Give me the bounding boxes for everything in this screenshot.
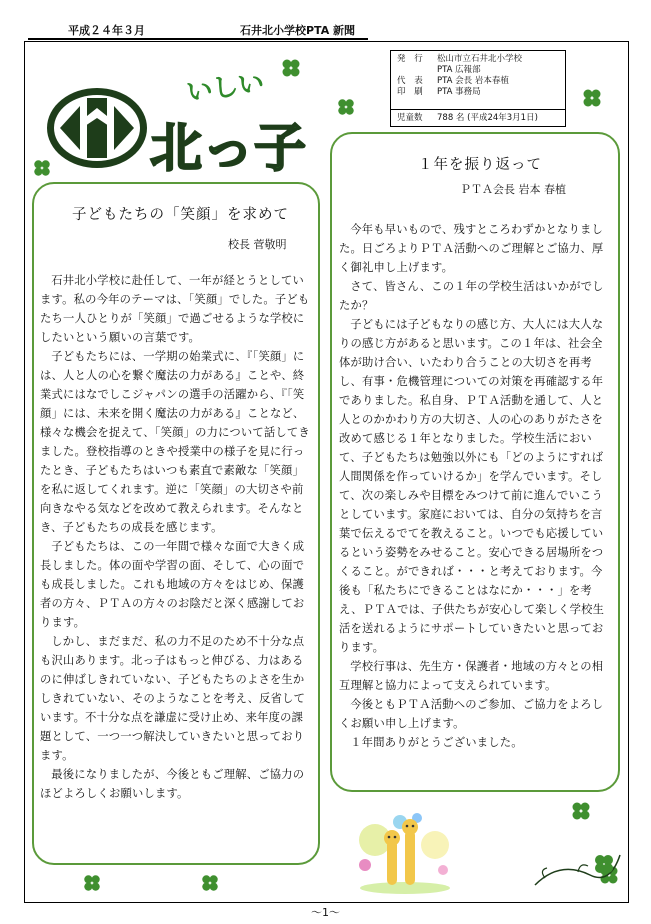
issue-date: 平成２４年３月: [68, 24, 145, 37]
info-key: 発 行: [397, 54, 426, 64]
info-row: [391, 87, 565, 98]
publisher-info-box: [390, 50, 566, 127]
article-paragraph: 今後ともＰＴＡ活動へのご参加、ご協力をよろしくお願い申し上げます。: [339, 698, 604, 730]
clover-icon: [570, 800, 592, 822]
principal-article-author: 校長 菅敬明: [228, 238, 287, 251]
article-paragraph: 石井北小学校に赴任して、一年が経とうとしています。私の今年のテーマは、「笑顔」でした。子どもたち一人ひとりが「笑顔」で過ごせるような学校にしたいという願いの言葉です。: [40, 274, 310, 344]
info-row: [391, 54, 565, 65]
article-paragraph: １年間ありがとうございました。: [350, 736, 523, 749]
article-paragraph: 子どもには子どもなりの感じ方、大人には大人なりの感じ方があると思います。この１年は、社会全体が助け合い、いたわり合うことの大切さを再考し、有事・危機管理についての対策を再確認する年でありました。私自身、ＰＴＡ活動を通して、人と人とのかかわり方の大切さ、人の心のありがたさを改めて感じる１年となりました。学校生活において、子どもたちは勉強以外にも「どのようにすれば人間関係を作っていけるか」を学んでいます。そして、次の楽しみや目標をみつけて前に進んでいこうとしています。家庭においては、自分の気持ちを言葉で伝えるでてを教えること。いつでも応援しているという姿勢をみせること。安心できる居場所をつくること。ができれば・・・と考えております。今後も「私たちにできることはなにか・・・」を考え、ＰＴＡでは、子供たちが安心して楽しく学校生活を送れるようにサポートしていきたいと思っております。: [339, 318, 605, 654]
article-paragraph: 今年も早いもので、残すところわずかとなりました。日ごろよりＰＴＡ活動へのご理解とご協力、厚く御礼申し上げます。: [339, 223, 604, 274]
principal-article-title: 子どもたちの「笑顔」を求めて: [72, 207, 289, 223]
masthead-title: 北っ子: [150, 119, 307, 178]
info-value: PTA 会長 岩本春植: [437, 76, 509, 86]
student-count: [391, 109, 565, 126]
student-count-label: 児童数: [397, 113, 423, 123]
article-paragraph: 子どもたちは、この一年間で様々な面で大きく成長しました。体の面や学習の面、そして、心の面でも成長しました。これも地域の方々をはじめ、保護者の方々、ＰＴＡの方々のお陰だと深く感謝しております。: [40, 540, 305, 629]
vine-decoration-icon: [530, 830, 625, 895]
clover-icon: [200, 873, 220, 893]
pta-article-title: １年を振り返って: [418, 157, 542, 173]
publication-name: 石井北小学校PTA 新聞: [240, 24, 356, 37]
info-key: 印 刷: [397, 87, 426, 97]
info-key: 代 表: [397, 76, 426, 86]
info-value: 松山市立石井北小学校: [437, 54, 523, 64]
principal-article-body: [40, 271, 313, 803]
info-row: [391, 65, 565, 76]
info-value: PTA 広報部: [437, 65, 481, 75]
article-paragraph: さて、皆さん、この１年の学校生活はいかがでしたか？: [339, 280, 604, 312]
clover-icon: [280, 57, 302, 79]
info-key: [397, 65, 437, 76]
info-value: PTA 事務局: [437, 87, 481, 97]
article-paragraph: 学校行事は、先生方・保護者・地域の方々との相互理解と協力によって支えられています。: [339, 660, 604, 692]
clover-icon: [32, 158, 52, 178]
article-paragraph: 最後になりましたが、今後ともご理解、ご協力のほどよろしくお願いします。: [40, 768, 305, 800]
clover-icon: [581, 87, 603, 109]
info-row: [391, 76, 565, 87]
pta-article-author: ＰＴＡ会長 岩本 春植: [460, 183, 566, 196]
article-paragraph: しかし、まだまだ、私の力不足のため不十分な点も沢山あります。北っ子はもっと伸びる、力はあるのに伸ばしきれていない、子どもたちのよさを生かしきれていない、そのようなことを考え、反省しています。不十分な点を謙虚に受け止め、来年度の課題として、一つ一つ解決していきたいと思っております。: [40, 635, 306, 762]
masthead-kana: いしい: [184, 68, 267, 109]
header-rule: [28, 38, 368, 40]
clover-icon: [336, 97, 356, 117]
article-paragraph: 子どもたちには、一学期の始業式に、『「笑顔」には、人と人の心を繋ぐ魔法の力がある』ことや、終業式にはなでしこジャパンの選手の活躍から、『「笑顔」には、未来を開く魔法の力がある』ことなど、様々な機会を捉えて、「笑顔」の力について話してきました。登校指導のときや授業中の様子を見に行ったとき、子どもたちはいつも素直で素敵な「笑顔」を私に返してくれます。逆に「笑顔」の大切さや前向きなやる気などを改めて教えられます。そんなとき、子どもたちの成長を感じます。: [40, 350, 310, 534]
student-count-value: 788 名 (平成24年3月1日): [437, 113, 538, 123]
pta-article-body: [339, 220, 612, 752]
masthead-logo: [42, 68, 312, 178]
sprout-characters-illustration: [345, 800, 465, 895]
page-number: ～1～: [311, 906, 340, 919]
clover-icon: [82, 873, 102, 893]
school-emblem-icon: [47, 88, 147, 168]
